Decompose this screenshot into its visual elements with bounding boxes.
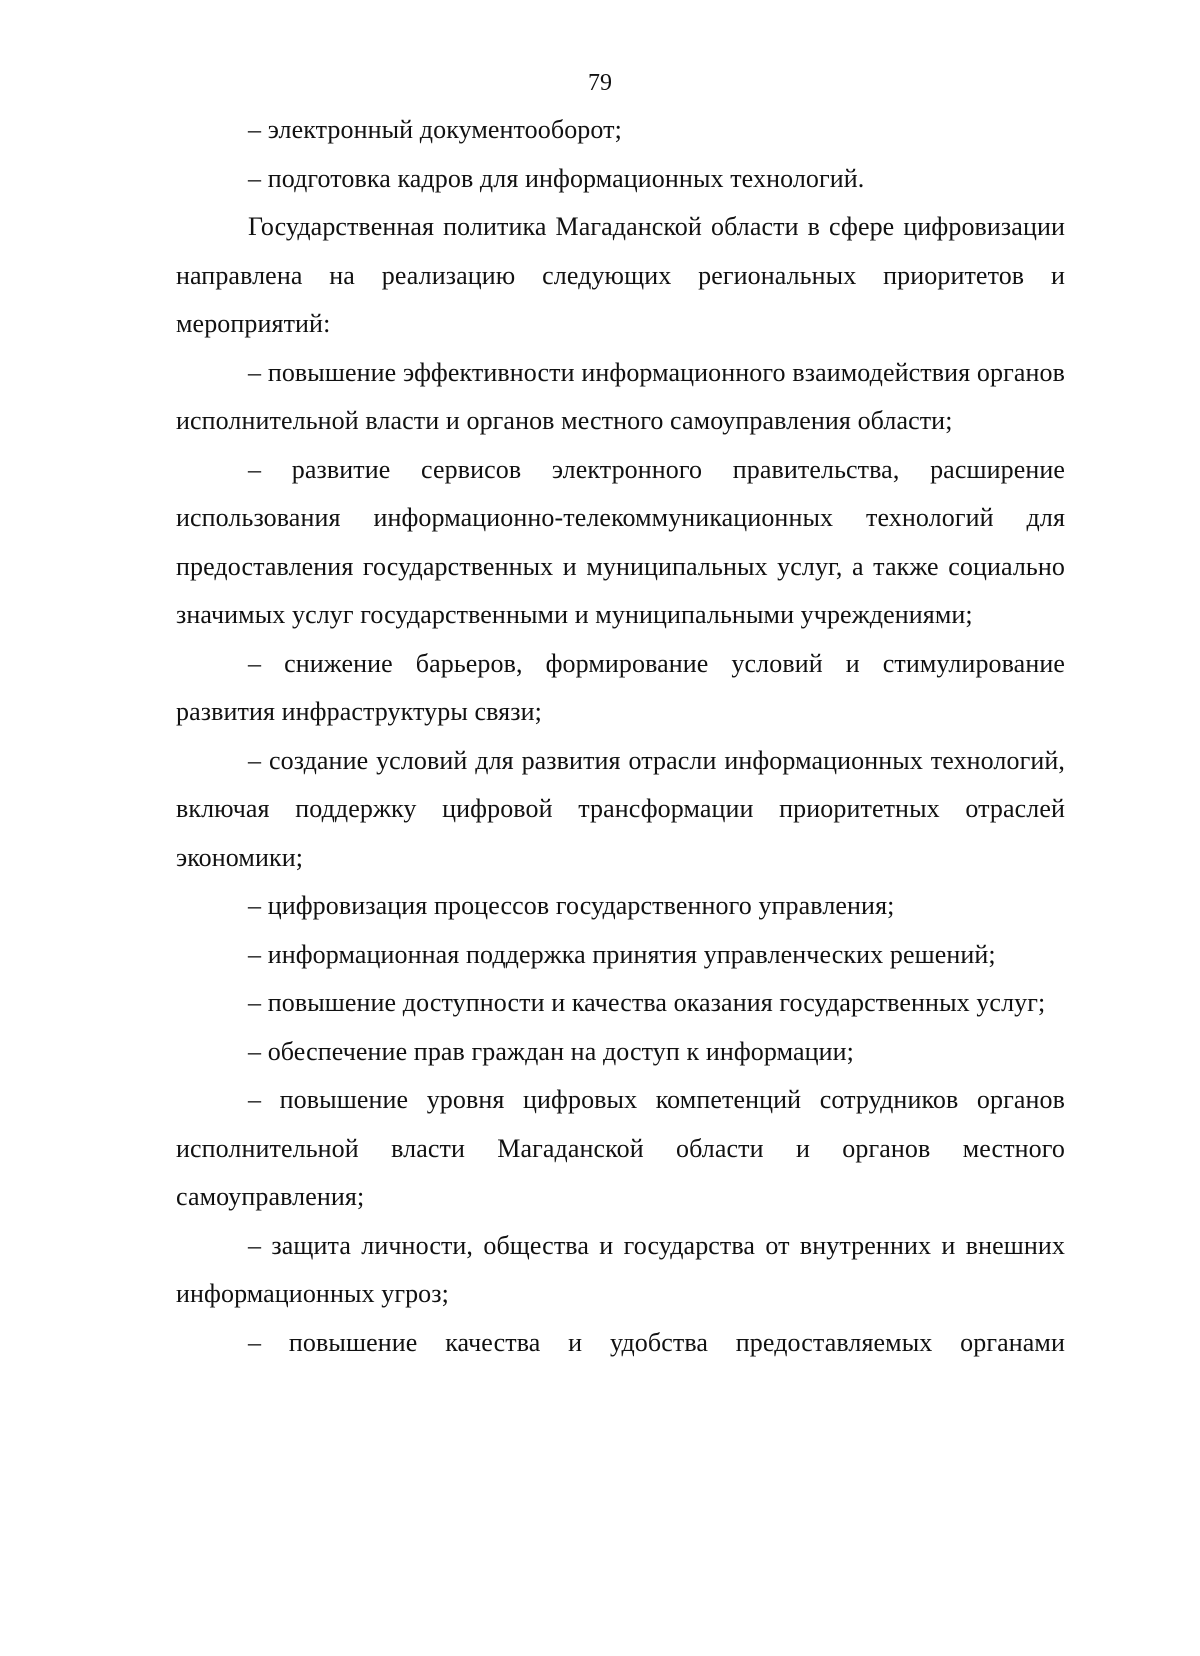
list-item-digitalization: – цифровизация процессов государственного управления; — [248, 891, 895, 920]
document-body — [176, 106, 1065, 1367]
list-item-staff-training: – подготовка кадров для информационных технологий. — [248, 163, 865, 193]
list-item-digital-competencies: – повышение уровня цифровых компетенций сотрудников органов исполнительной власти Магаданской области и органов местного самоуправления; — [176, 1085, 1065, 1211]
list-item-document-flow: – электронный документооборот; — [248, 115, 622, 144]
list-item-interaction-efficiency: – повышение эффективности информационного взаимодействия органов исполнительной власти и органов местного самоуправления области; — [176, 357, 1065, 435]
list-item-services-accessibility: – повышение доступности и качества оказания государственных услуг; — [248, 988, 1046, 1017]
list-item-service-quality: – повышение качества и удобства предоставляемых органами — [248, 1327, 1065, 1357]
list-item-information-security: – защита личности, общества и государства от внутренних и внешних информационных угроз; — [176, 1230, 1065, 1308]
page-number: 79 — [588, 70, 612, 96]
policy-intro-paragraph: Государственная политика Магаданской области в сфере цифровизации направлена на реализацию следующих региональных приоритетов и мероприятий: — [176, 212, 1065, 338]
list-item-it-industry: – создание условий для развития отрасли информационных технологий, включая поддержку цифровой трансформации приоритетных отраслей экономики; — [176, 745, 1065, 872]
list-item-communications-infrastructure: – снижение барьеров, формирование условий и стимулирование развития инфраструктуры связи; — [176, 648, 1065, 726]
list-item-e-government: – развитие сервисов электронного правительства, расширение использования информационно-телекоммуникационных технологий для предоставления государственных и муниципальных услуг, а также социально значимых услуг государственными и муниципальными учреждениями; — [176, 454, 1065, 629]
list-item-decision-support: – информационная поддержка принятия управленческих решений; — [248, 939, 996, 969]
list-item-information-rights: – обеспечение прав граждан на доступ к информации; — [248, 1036, 854, 1066]
